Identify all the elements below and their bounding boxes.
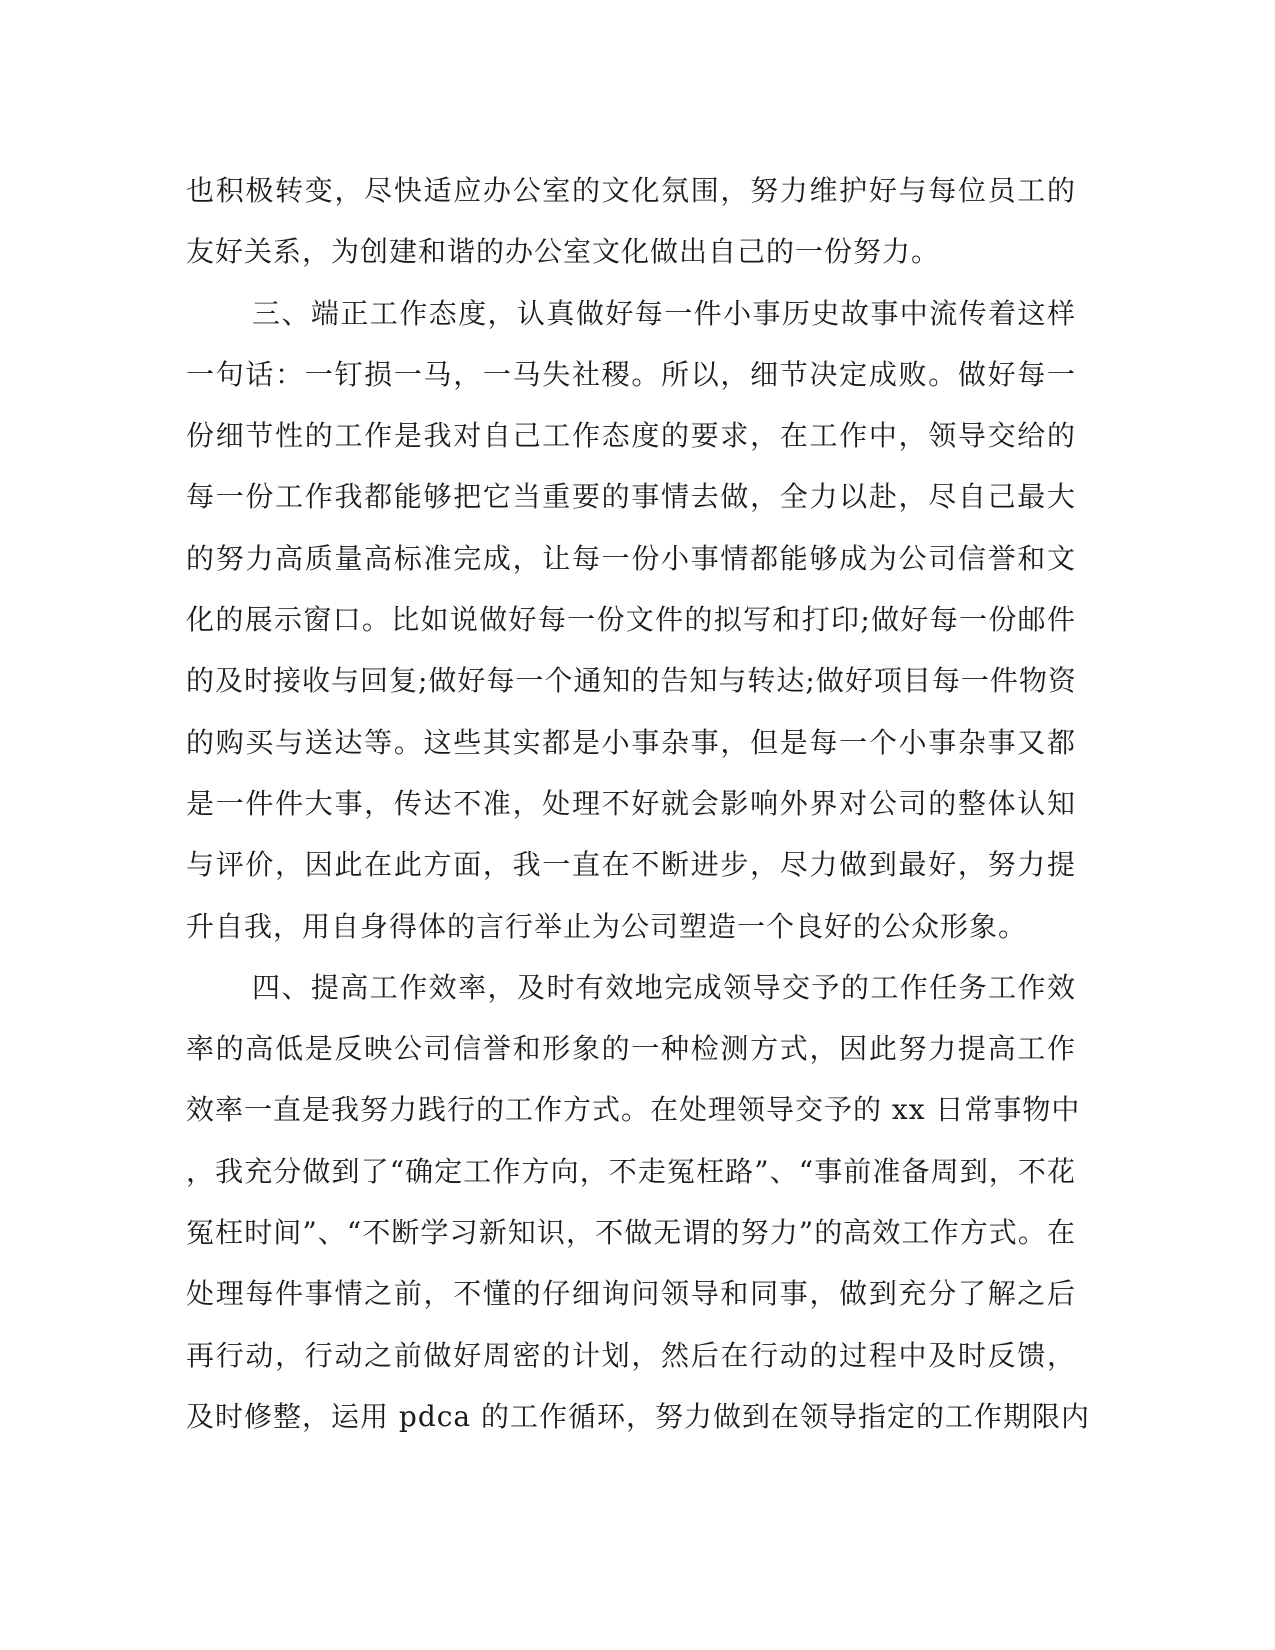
text-line: 冤枉时间”、“不断学习新知识，不做无谓的努力”的高效工作方式。在 bbox=[186, 1216, 1076, 1250]
document-body bbox=[186, 160, 1091, 1447]
text-line: 友好关系，为创建和谐的办公室文化做出自己的一份努力。 bbox=[186, 235, 941, 269]
text-line: 效率一直是我努力践行的工作方式。在处理领导交予的 xx 日常事物中 bbox=[186, 1093, 1081, 1127]
text-line: 的努力高质量高标准完成，让每一份小事情都能够成为公司信誉和文 bbox=[186, 541, 1076, 575]
text-line: 份细节性的工作是我对自己工作态度的要求，在工作中，领导交给的 bbox=[186, 419, 1076, 453]
text-line: 率的高低是反映公司信誉和形象的一种检测方式，因此努力提高工作 bbox=[186, 1032, 1076, 1066]
text-line: 也积极转变，尽快适应办公室的文化氛围，努力维护好与每位员工的 bbox=[186, 174, 1076, 207]
text-line: 与评价，因此在此方面，我一直在不断进步，尽力做到最好，努力提 bbox=[186, 848, 1076, 882]
text-line: 一句话：一钉损一马，一马失社稷。所以，细节决定成败。做好每一 bbox=[186, 357, 1076, 391]
text-line: 升自我，用自身得体的言行举止为公司塑造一个良好的公众形象。 bbox=[186, 909, 1028, 943]
text-line: 每一份工作我都能够把它当重要的事情去做，全力以赴，尽自己最大 bbox=[186, 480, 1076, 514]
section-heading-line: 四、提高工作效率，及时有效地完成领导交予的工作任务工作效 bbox=[252, 970, 1076, 1004]
text-line: 的及时接收与回复;做好每一个通知的告知与转达;做好项目每一件物资 bbox=[186, 664, 1077, 698]
text-line: 化的展示窗口。比如说做好每一份文件的拟写和打印;做好每一份邮件 bbox=[186, 603, 1076, 637]
text-line: 是一件件大事，传达不准，处理不好就会影响外界对公司的整体认知 bbox=[186, 786, 1076, 820]
text-line: 再行动，行动之前做好周密的计划，然后在行动的过程中及时反馈， bbox=[186, 1338, 1076, 1372]
text-line: 处理每件事情之前，不懂的仔细询问领导和同事，做到充分了解之后 bbox=[186, 1277, 1076, 1311]
text-line: 及时修整，运用 pdca 的工作循环，努力做到在领导指定的工作期限内 bbox=[186, 1399, 1091, 1433]
text-line: 的购买与送达等。这些其实都是小事杂事，但是每一个小事杂事又都 bbox=[186, 725, 1076, 759]
text-line: ，我充分做到了“确定工作方向，不走冤枉路”、“事前准备周到，不花 bbox=[186, 1154, 1076, 1188]
section-heading-line: 三、端正工作态度，认真做好每一件小事历史故事中流传着这样 bbox=[252, 296, 1076, 330]
